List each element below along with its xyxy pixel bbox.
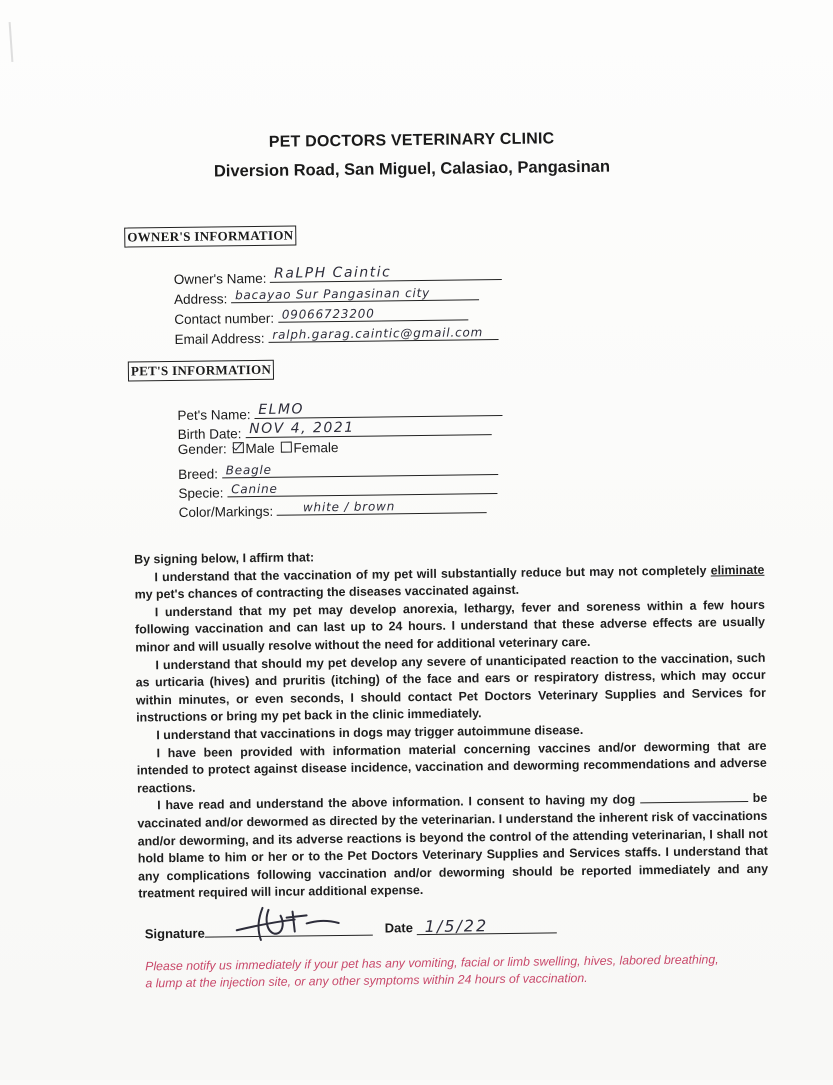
contact-value: 09066723200	[281, 306, 375, 322]
color-markings-value: white / brown	[302, 499, 396, 515]
handwritten-signature	[234, 903, 344, 942]
contact-label: Contact number:	[174, 310, 275, 327]
owner-name-label: Owner's Name:	[173, 270, 267, 287]
specie-line	[227, 477, 497, 497]
consent-paragraph-1: I understand that the vaccination of my pet will substantially reduce but may not completely eliminate my pet's chances of contracting the diseases vaccinated against.	[134, 562, 765, 602]
color-markings-label: Color/Markings:	[178, 503, 274, 520]
gender-male-checkbox[interactable]	[232, 442, 243, 453]
specie-label: Specie:	[178, 485, 224, 501]
consent-intro: By signing below, I affirm that:	[134, 550, 315, 567]
gender-female-checkbox[interactable]	[280, 442, 291, 453]
birth-date-value: NOV 4, 2021	[249, 419, 355, 438]
email-label: Email Address:	[174, 330, 265, 347]
date-value: 1/5/22	[424, 916, 489, 936]
consent-paragraph-4: I understand that vaccinations in dogs may trigger autoimmune disease.	[156, 722, 584, 743]
contact-line	[278, 303, 468, 322]
gender-male-label: Male	[245, 440, 275, 457]
date-line[interactable]	[417, 918, 557, 935]
consent-paragraph-5: I have been provided with information material concerning vaccines and/or deworming that are intended to protect against disease incidence, vaccination and deworming recommendations and adverse reactions.	[136, 738, 767, 796]
breed-label: Breed:	[178, 466, 219, 482]
consent-paragraph-2: I understand that my pet may develop anorexia, lethargy, fever and soreness within a few hours following vaccination and can last up to 24 hours. I understand that these adverse effects are usually minor and will usually resolve without the need for additional veterinary care.	[134, 597, 766, 655]
post-vaccination-notice: Please notify us immediately if your pet has any vomiting, facial or limb swelling, hives, labored breathing, a lump at the injection site, or any other symptoms within 24 hours of vaccination.	[145, 952, 719, 991]
breed-value: Beagle	[225, 462, 272, 478]
date-label: Date	[384, 920, 414, 936]
breed-line	[222, 458, 498, 478]
signature-row	[144, 916, 489, 942]
birth-date-line	[245, 418, 491, 438]
address-value: bacayao Sur Pangasinan city	[234, 285, 431, 303]
dog-name-blank[interactable]	[640, 791, 748, 803]
email-value: ralph.garag.caintic@gmail.com	[272, 325, 484, 342]
birth-date-label: Birth Date:	[177, 426, 242, 442]
signature-line[interactable]	[205, 921, 373, 938]
email-line	[268, 323, 498, 343]
color-markings-line	[277, 496, 487, 516]
gender-label: Gender:	[177, 441, 227, 457]
consent-paragraph-3: I understand that should my pet develop any severe of unanticipated reaction to the vaccination, such as urticaria (hives) and pruritis (itching) of the face and ears or respiratory distress, which may occur within minutes, or even seconds, I should contact Pet Doctors Veterinary Supplies and Services for instructions or bring my pet back in the clinic immediately.	[135, 650, 766, 725]
owner-name-line	[270, 263, 502, 283]
pet-name-label: Pet's Name:	[177, 407, 251, 423]
clinic-name: PET DOCTORS VETERINARY CLINIC	[268, 130, 555, 151]
clinic-address: Diversion Road, San Miguel, Calasiao, Pangasinan	[213, 157, 611, 181]
owner-name-value: RaLPH Caintic	[274, 264, 392, 282]
address-label: Address:	[173, 291, 228, 307]
email-field[interactable]	[174, 323, 498, 347]
pet-section-heading: PET'S INFORMATION	[128, 360, 275, 382]
signature-label: Signature	[144, 925, 205, 942]
birth-date-field[interactable]	[178, 418, 492, 442]
color-markings-field[interactable]	[178, 496, 487, 520]
pet-name-line	[254, 399, 502, 419]
specie-value: Canine	[231, 481, 278, 497]
gender-field	[178, 440, 339, 457]
owner-section-heading: OWNER'S INFORMATION	[124, 225, 296, 247]
consent-statement	[134, 544, 768, 904]
gender-female-label: Female	[293, 439, 339, 456]
address-line	[231, 283, 479, 303]
consent-paragraph-6: I have read and understand the above information. I consent to having my dog be vaccinated and/or dewormed as directed by the veterinarian. I understand the inherent risk of vaccinations and/or deworming, and its adverse reactions is beyond the control of the attending veterinarian, I shall not hold blame to him or her or to the Pet Doctors Veterinary Supplies and Services staffs. I understand that any complications following vaccination and/or deworming should be reported immediately and any treatment required will incur additional expense.	[137, 791, 769, 901]
pet-name-value: ELMO	[258, 401, 305, 418]
